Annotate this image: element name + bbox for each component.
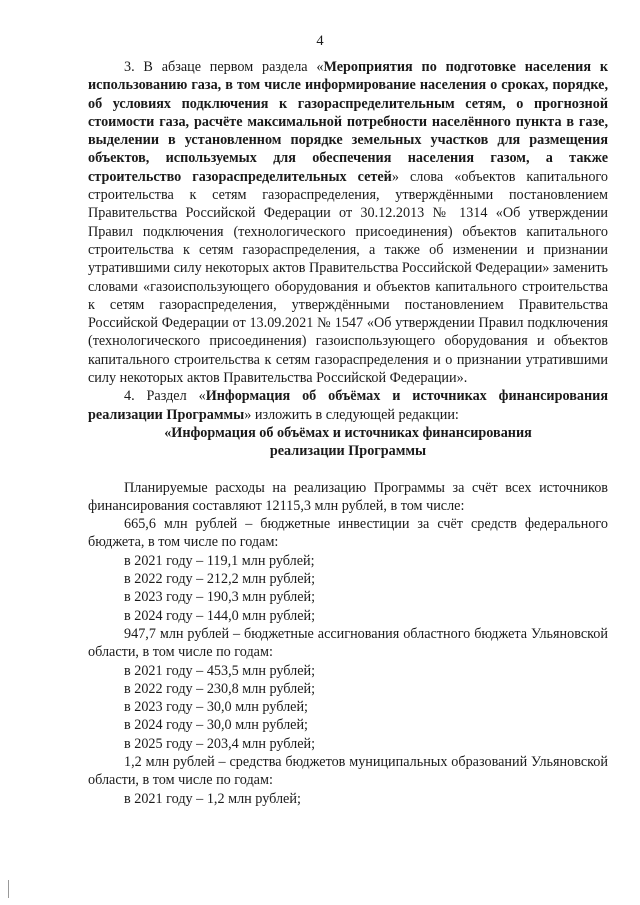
paragraph-4-tail: » изложить в следующей редакции: — [244, 406, 459, 423]
list-item: в 2021 году – 453,5 млн рублей; — [124, 662, 316, 679]
margin-mark — [8, 880, 9, 898]
paragraph-4-bold: Информация об объёмах и источниках финансирования реализации Программы — [88, 388, 608, 423]
regional-funding-paragraph: 947,7 млн рублей – бюджетные ассигнования областного бюджета Ульяновской области, в том числе по годам: — [88, 625, 608, 661]
paragraph-3-tail: » слова «объектов капитального строительства к сетям газораспределения, утверждёнными постановлением Правительства Российской Федерации от 30.12.2013 № 1314 «Об утверждении Правил подключения (технологического присоединения) объектов капитального строительства к сетям газораспределения, а также об изменении и признании утратившими силу некоторых актов Правительства Российской Федерации» заменить словами «газоиспользующего оборудования и объектов капитального строительства к сетям газораспределения, утверждёнными постановлением Правительства Российской Федерации от 13.09.2021 № 1547 «Об утверждении Правил подключения (технологического присоединения) газоиспользующего оборудования и объектов капитального строительства к сетям газораспределения и о признании утратившими силу некоторых актов Правительства Российской Федерации». — [88, 168, 608, 387]
total-funding-paragraph: Планируемые расходы на реализацию Программы за счёт всех источников финансирования составляют 12115,3 млн рублей, в том числе: — [88, 479, 608, 514]
paragraph-3-lead: 3. В абзаце первом раздела « — [124, 59, 324, 75]
paragraph-4-lead: 4. Раздел « — [124, 388, 206, 405]
paragraph-3 — [88, 58, 608, 387]
section-heading-line2: реализации Программы — [269, 443, 427, 460]
list-item: в 2023 году – 30,0 млн рублей; — [124, 699, 308, 716]
list-item: в 2022 году – 230,8 млн рублей; — [124, 680, 316, 697]
list-item: в 2023 году – 190,3 млн рублей; — [124, 589, 316, 606]
list-item: в 2024 году – 144,0 млн рублей; — [124, 607, 316, 624]
section-title-bold: Мероприятия по подготовке населения к использованию газа, в том числе информирование населения о сроках, порядке, об условиях подключения к газораспределительным сетям, о прогнозной стоимости газа, расчёте максимальной потребности населённого пункта в газе, выделении в установленном порядке земельных участков для размещения объектов, используемых для обеспечения населения газом, а также строительство газораспределительных сетей — [88, 59, 608, 185]
list-item: в 2025 году – 203,4 млн рублей; — [124, 735, 316, 752]
spacer — [88, 461, 608, 479]
list-item: в 2022 году – 212,2 млн рублей; — [124, 571, 316, 588]
section-heading-line1: «Информация об объёмах и источниках финансирования — [164, 424, 532, 441]
federal-funding-paragraph: 665,6 млн рублей – бюджетные инвестиции за счёт средств федерального бюджета, в том числе по годам: — [88, 516, 608, 551]
municipal-funding-paragraph: 1,2 млн рублей – средства бюджетов муниципальных образований Ульяновской области, в том числе по годам: — [88, 753, 608, 789]
document-body — [88, 58, 608, 808]
paragraph-4 — [88, 387, 608, 424]
list-item: в 2021 году – 1,2 млн рублей; — [124, 790, 301, 807]
list-item: в 2024 году – 30,0 млн рублей; — [124, 717, 308, 734]
list-item: в 2021 году – 119,1 млн рублей; — [124, 552, 315, 569]
page-number: 4 — [316, 33, 324, 49]
